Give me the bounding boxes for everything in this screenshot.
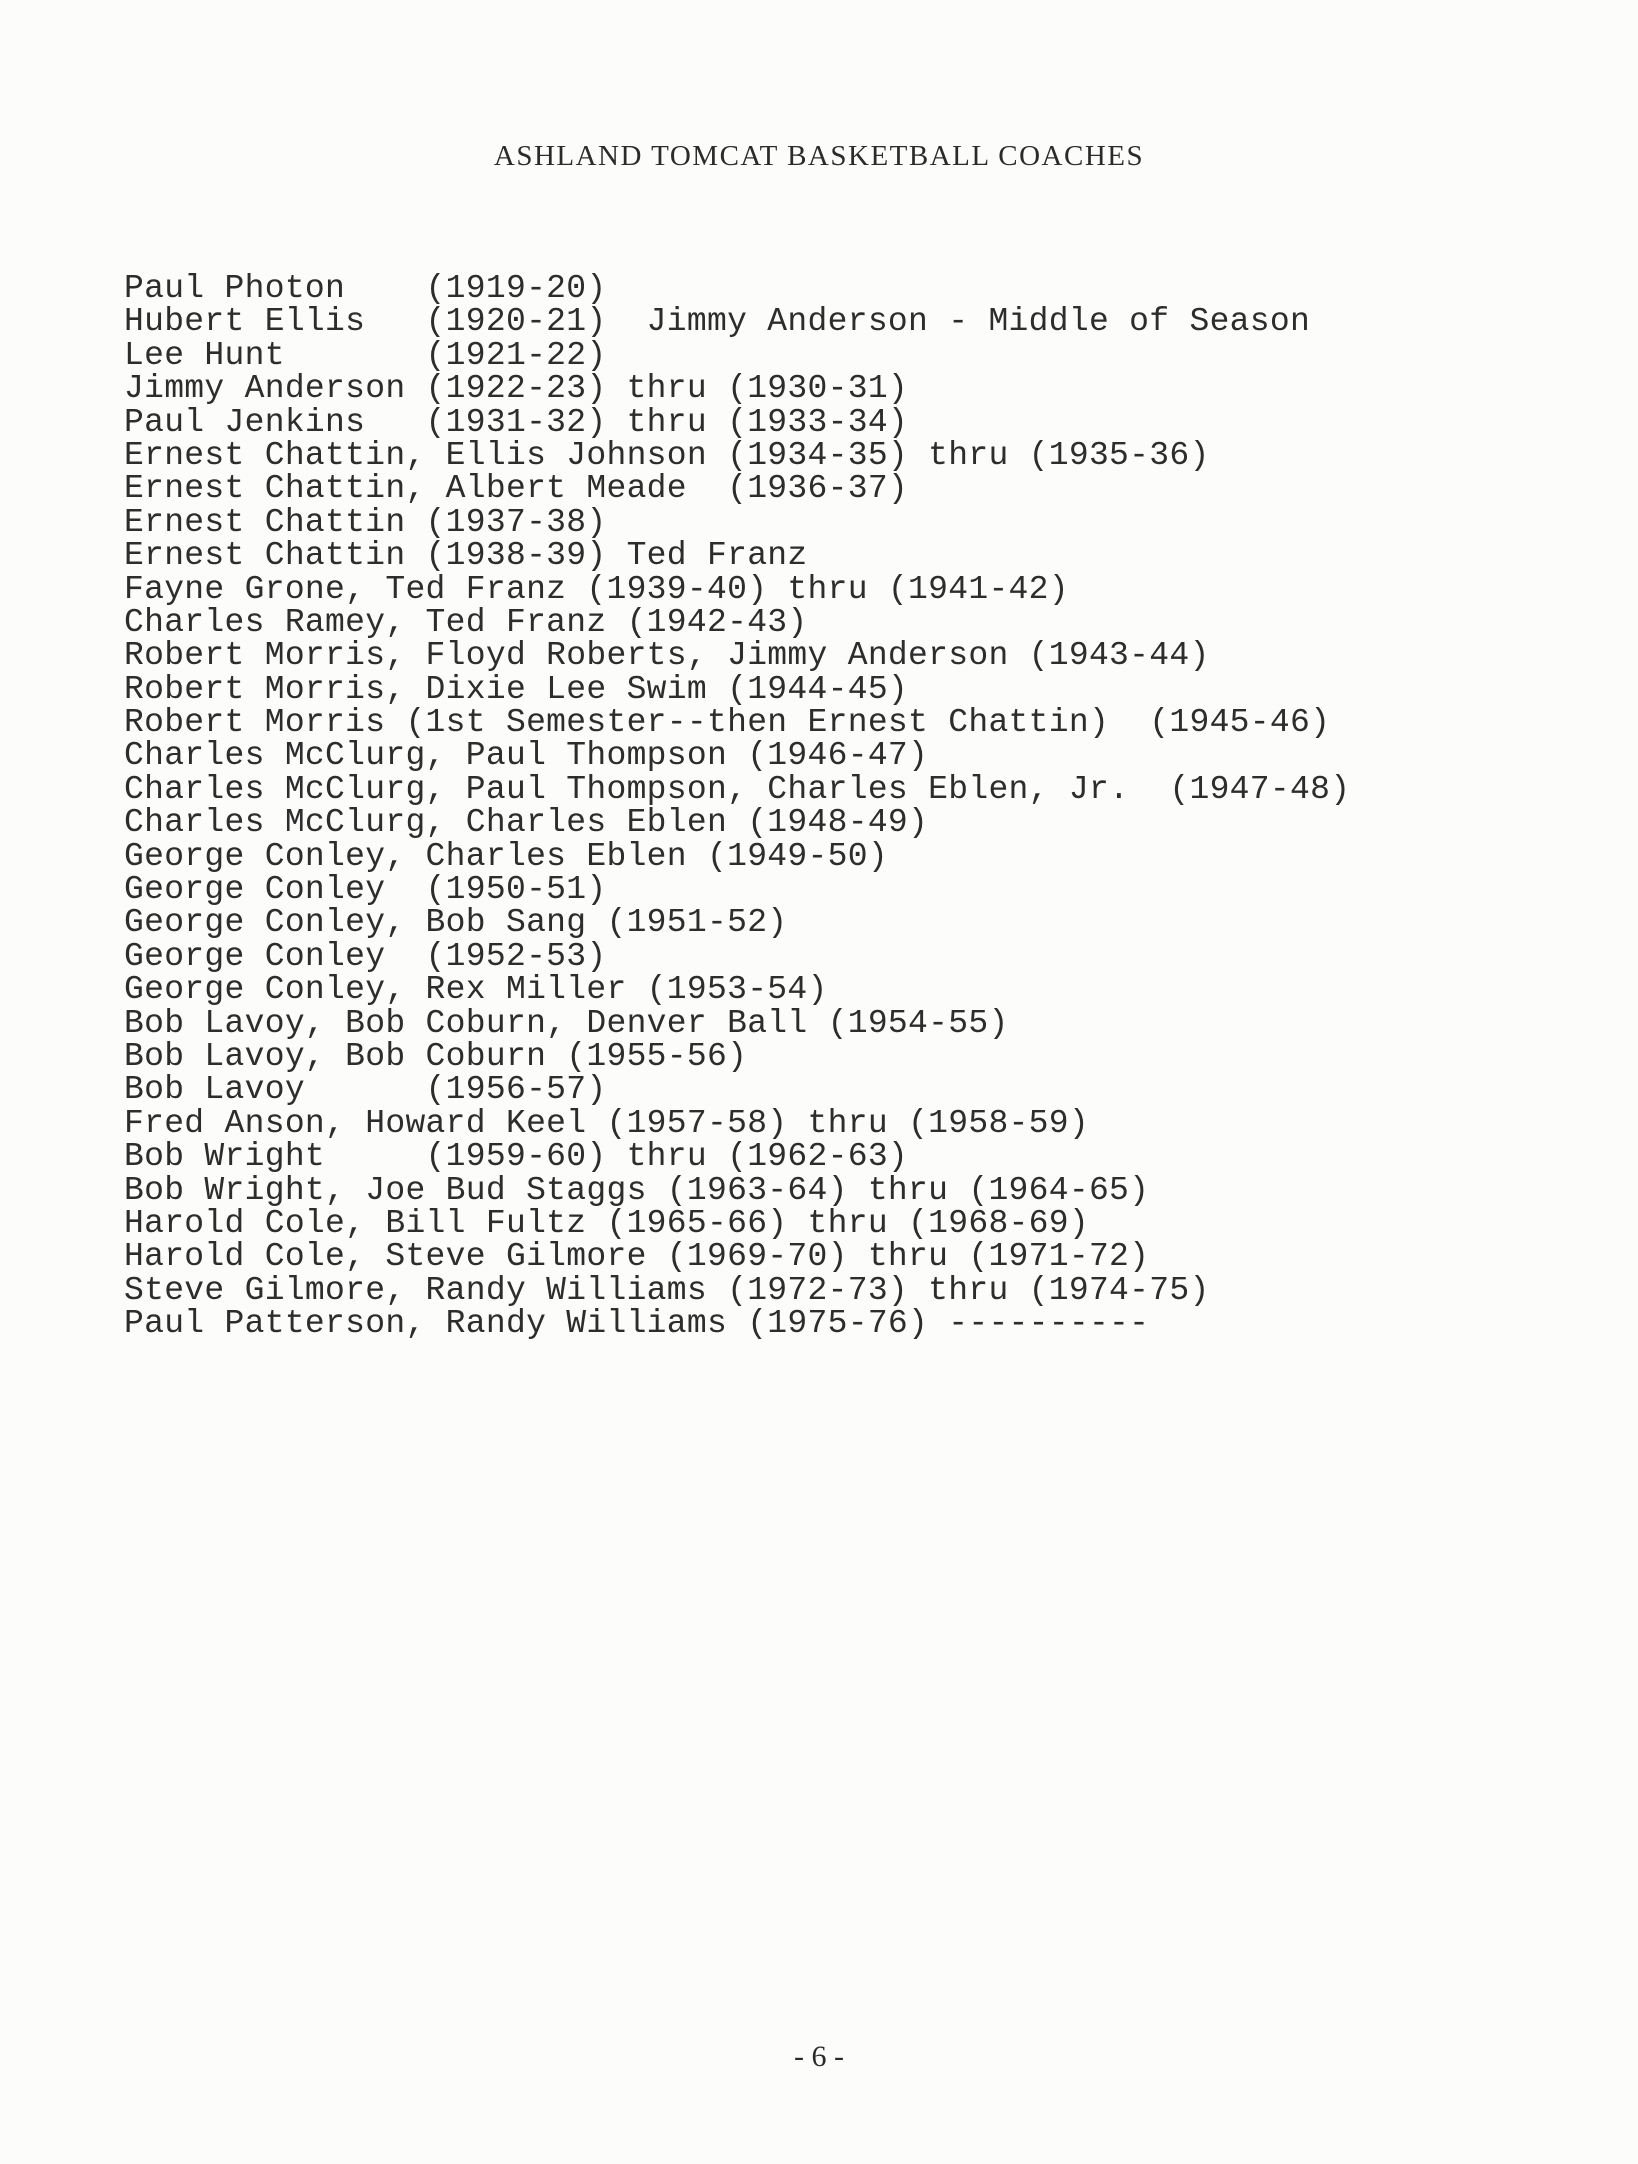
list-item: Hubert Ellis (1920-21) Jimmy Anderson - Middle of Season bbox=[124, 303, 1311, 341]
list-item: Bob Wright, Joe Bud Staggs (1963-64) thru (1964-65) bbox=[124, 1171, 1150, 1209]
list-item: Ernest Chattin (1937-38) bbox=[124, 503, 607, 541]
page-title: ASHLAND TOMCAT BASKETBALL COACHES bbox=[493, 140, 1145, 172]
list-item: Robert Morris, Floyd Roberts, Jimmy Anderson (1943-44) bbox=[124, 637, 1210, 675]
list-item: George Conley (1952-53) bbox=[124, 937, 607, 975]
list-item: George Conley, Charles Eblen (1949-50) bbox=[124, 837, 888, 875]
list-item: Harold Cole, Bill Fultz (1965-66) thru (1968-69) bbox=[124, 1204, 1089, 1242]
list-item: George Conley (1950-51) bbox=[124, 871, 607, 909]
list-item: Bob Lavoy, Bob Coburn (1955-56) bbox=[124, 1037, 748, 1075]
list-item: Robert Morris, Dixie Lee Swim (1944-45) bbox=[124, 670, 909, 708]
list-item: Harold Cole, Steve Gilmore (1969-70) thru (1971-72) bbox=[124, 1238, 1150, 1276]
list-item: Steve Gilmore, Randy Williams (1972-73) thru (1974-75) bbox=[124, 1271, 1210, 1309]
list-item: Charles McClurg, Charles Eblen (1948-49) bbox=[124, 804, 929, 842]
list-item: Robert Morris (1st Semester--then Ernest Chattin) (1945-46) bbox=[124, 704, 1331, 742]
list-item: Paul Patterson, Randy Williams (1975-76) ---------- bbox=[124, 1305, 1150, 1343]
list-item: Bob Lavoy, Bob Coburn, Denver Ball (1954-55) bbox=[124, 1004, 1009, 1042]
list-item: Lee Hunt (1921-22) bbox=[124, 336, 607, 374]
list-item: Fred Anson, Howard Keel (1957-58) thru (1958-59) bbox=[124, 1104, 1089, 1142]
list-item: Paul Jenkins (1931-32) thru (1933-34) bbox=[124, 403, 909, 441]
coach-list bbox=[124, 272, 1564, 1341]
list-item: Paul Photon (1919-20) bbox=[124, 270, 607, 307]
list-item: Ernest Chattin (1938-39) Ted Franz bbox=[124, 537, 808, 575]
list-item: Charles McClurg, Paul Thompson, Charles Eblen, Jr. (1947-48) bbox=[124, 770, 1351, 808]
list-item: Charles McClurg, Paul Thompson (1946-47) bbox=[124, 737, 929, 775]
list-item: Ernest Chattin, Albert Meade (1936-37) bbox=[124, 470, 909, 508]
page-number: - 6 - bbox=[794, 2040, 844, 2073]
list-item: Bob Wright (1959-60) thru (1962-63) bbox=[124, 1138, 909, 1176]
list-item: Ernest Chattin, Ellis Johnson (1934-35) thru (1935-36) bbox=[124, 436, 1210, 474]
list-item: Bob Lavoy (1956-57) bbox=[124, 1071, 607, 1109]
list-item: George Conley, Rex Miller (1953-54) bbox=[124, 971, 828, 1009]
list-item: George Conley, Bob Sang (1951-52) bbox=[124, 904, 788, 942]
list-item: Jimmy Anderson (1922-23) thru (1930-31) bbox=[124, 370, 909, 408]
list-item: Fayne Grone, Ted Franz (1939-40) thru (1941-42) bbox=[124, 570, 1069, 608]
list-item: Charles Ramey, Ted Franz (1942-43) bbox=[124, 603, 808, 641]
